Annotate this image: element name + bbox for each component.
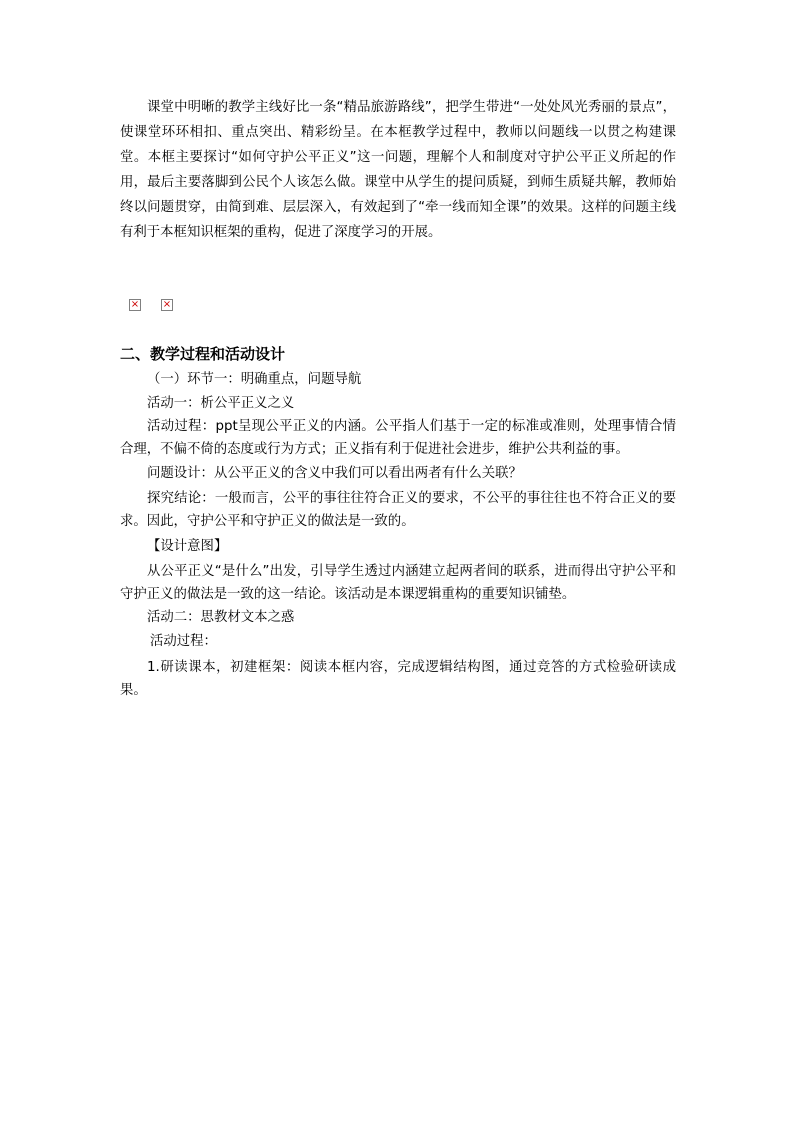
image-placeholders bbox=[129, 299, 173, 311]
activity-one-process: 活动过程：ppt呈现公平正义的内涵。公平指人们基于一定的标准或准则，处理事情合情合理，不偏不倚的态度或行为方式；正义指有利于促进社会进步，维护公共利益的事。 bbox=[120, 419, 676, 457]
activity-two-title: 活动二：思教材文本之惑 bbox=[147, 610, 295, 625]
intro-paragraph: 课堂中明晰的教学主线好比一条“精品旅游路线”，把学生带进“一处处风光秀丽的景点”，使课堂环环相扣、重点突出、精彩纷呈。在本框教学过程中，教师以问题线一以贯之构建课堂。本框主要探讨“如何守护公平正义”这一问题，理解个人和制度对守护公平正义所起的作用，最后主要落脚到公民个人该怎么做。课堂中从学生的提问质疑，到师生质疑共解，教师始终以问题贯穿，由简到难、层层深入，有效起到了“牵一线而知全课”的效果。这样的问题主线有利于本框知识框架的重构，促进了深度学习的开展。 bbox=[120, 100, 676, 240]
design-intent-text: 从公平正义“是什么”出发，引导学生透过内涵建立起两者间的联系，进而得出守护公平和守护正义的做法是一致的这一结论。该活动是本课逻辑重构的重要知识铺垫。 bbox=[120, 564, 676, 602]
broken-image-icon: × bbox=[162, 299, 172, 310]
step-one-heading: （一）环节一：明确重点，问题导航 bbox=[147, 372, 362, 387]
broken-image-icon: × bbox=[130, 299, 140, 310]
activity-one-title: 活动一：析公平正义之义 bbox=[147, 396, 295, 411]
inquiry-conclusion: 探究结论：一般而言，公平的事往往符合正义的要求，不公平的事往往也不符合正义的要求。因此，守护公平和守护正义的做法是一致的。 bbox=[120, 491, 676, 529]
activity-two-step-one: 1.研读课本，初建框架：阅读本框内容，完成逻辑结构图，通过竞答的方式检验研读成果。 bbox=[120, 660, 676, 698]
activity-two-process-label: 活动过程： bbox=[150, 634, 217, 649]
design-intent-label: 【设计意图】 bbox=[147, 539, 228, 554]
section-title: 二、教学过程和活动设计 bbox=[120, 345, 286, 363]
question-design: 问题设计：从公平正义的含义中我们可以看出两者有什么关联？ bbox=[147, 466, 522, 481]
